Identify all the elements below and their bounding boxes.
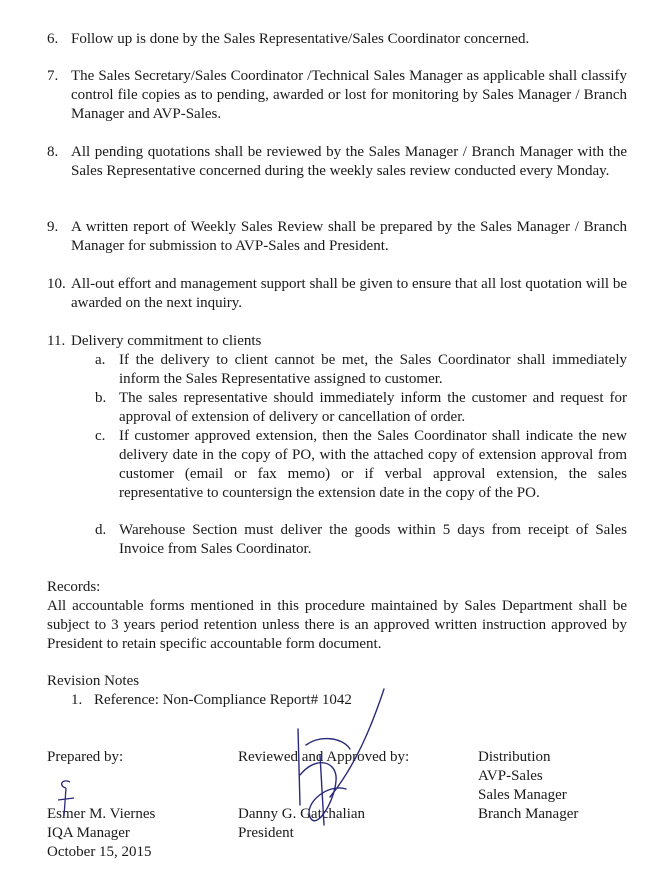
item-number: 10.: [47, 276, 66, 292]
prepared-by-label: Prepared by:: [47, 749, 124, 765]
records-heading: Records:: [47, 579, 101, 595]
distribution-item-branch-manager: Branch Manager: [478, 806, 579, 822]
list-item-6: [47, 30, 627, 49]
item-text: The Sales Secretary/Sales Coordinator /Technical Sales Manager as applicable shall classify control file copies as to pending, awarded or lost for monitoring by Sales Manager / Branch Manager and AVP-Sales.: [71, 68, 627, 122]
sub-item-letter: b.: [95, 390, 107, 406]
item-number: 6.: [47, 31, 59, 47]
sub-item-text: The sales representative should immediately inform the customer and request for approval of extension of delivery or cancellation of order.: [119, 390, 627, 425]
item-number: 7.: [47, 68, 59, 84]
sub-item-letter: c.: [95, 428, 106, 444]
list-item-9: [47, 218, 627, 256]
sub-item-text: If the delivery to client cannot be met, the Sales Coordinator shall immediately inform the Sales Representative assigned to customer.: [119, 352, 627, 387]
revision-text: Reference: Non-Compliance Report# 1042: [94, 692, 352, 708]
sub-item-letter: a.: [95, 352, 106, 368]
distribution-item-sales-manager: Sales Manager: [478, 787, 567, 803]
prepared-date: October 15, 2015: [47, 844, 152, 860]
prepared-by-name: Esmer M. Viernes: [47, 806, 156, 822]
item-number: 8.: [47, 144, 59, 160]
distribution-item-avp-sales: AVP-Sales: [478, 768, 543, 784]
revision-item: [71, 691, 352, 710]
list-item-7: [47, 67, 627, 124]
revision-number: 1.: [71, 692, 83, 708]
sub-item-c: [95, 427, 627, 503]
prepared-by-title: IQA Manager: [47, 825, 130, 841]
item-text: A written report of Weekly Sales Review shall be prepared by the Sales Manager / Branch Manager for submission to AVP-Sales and President.: [71, 219, 627, 254]
list-item-10: [47, 275, 627, 313]
item-text: Delivery commitment to clients: [71, 333, 262, 349]
reviewed-by-label: Reviewed and Approved by:: [238, 749, 410, 765]
item-number: 9.: [47, 219, 59, 235]
reviewed-by-name: Danny G. Gatchalian: [238, 806, 366, 822]
item-number: 11.: [47, 333, 66, 349]
records-text: All accountable forms mentioned in this procedure maintained by Sales Department shall be subject to 3 years period retention unless there is an approved written instruction approved by President to retain specific accountable form document.: [47, 598, 627, 652]
list-item-11: [47, 332, 627, 351]
item-text: All pending quotations shall be reviewed by the Sales Manager / Branch Manager with the Sales Representative concerned during the weekly sales review conducted every Monday.: [71, 144, 627, 179]
distribution-label: Distribution: [478, 749, 551, 765]
reviewed-by-title: President: [238, 825, 294, 841]
item-text: Follow up is done by the Sales Representative/Sales Coordinator concerned.: [71, 31, 530, 47]
sub-item-d: [95, 521, 627, 559]
revision-heading: Revision Notes: [47, 673, 140, 689]
item-text: All-out effort and management support shall be given to ensure that all lost quotation will be awarded on the next inquiry.: [71, 276, 627, 311]
sub-item-b: [95, 389, 627, 427]
sub-item-a: [95, 351, 627, 389]
sub-item-letter: d.: [95, 522, 107, 538]
sub-item-text: Warehouse Section must deliver the goods within 5 days from receipt of Sales Invoice from Sales Coordinator.: [119, 522, 627, 557]
sub-item-text: If customer approved extension, then the Sales Coordinator shall indicate the new delivery date in the copy of PO, with the attached copy of extension approval from customer (email or fax memo) or if verbal approval extension, the sales representative to countersign the extension date in the copy of the PO.: [119, 428, 627, 501]
list-item-8: [47, 143, 627, 181]
